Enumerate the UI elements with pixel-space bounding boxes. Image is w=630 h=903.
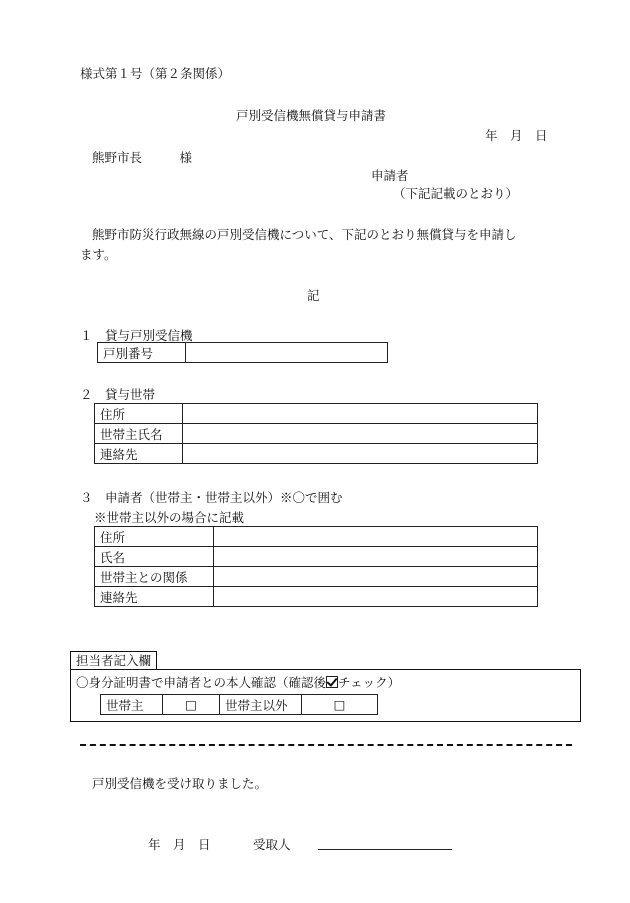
identity-check-text: 〇身分証明書で申請者との本人確認（確認後 [76,675,327,690]
row-label: 連絡先 [95,444,183,464]
field-applicant-name[interactable] [214,547,538,567]
recipient-label: 受取人 [253,837,291,852]
row-label: 氏名 [95,547,214,567]
row-label: 住所 [95,404,183,424]
document-title: 戸別受信機無償貸与申請書 [236,108,387,123]
staff-box [70,669,581,722]
row-label: 連絡先 [95,587,214,607]
table-row [98,343,388,363]
row-label: 世帯主との関係 [95,567,214,587]
identity-check-text-tail: チェック） [338,675,401,690]
recipient-signature-line[interactable] [318,834,452,850]
option-other-checkbox[interactable]: □ [302,695,378,715]
table-row [95,547,538,567]
table-row [95,527,538,547]
section1-heading: １ 貸与戸別受信機 [80,328,193,343]
cut-line [80,744,572,746]
applicant-label: 申請者 [371,168,409,183]
field-individual-number[interactable] [186,343,388,363]
option-head-checkbox[interactable]: □ [163,695,220,715]
field-household-contact[interactable] [183,444,538,464]
checked-box-icon [326,676,338,688]
section1-table [97,342,388,363]
section3-note: ※世帯主以外の場合に記載 [94,510,245,525]
row-label: 住所 [95,527,214,547]
staff-tab-label: 担当者記入欄 [76,653,152,668]
row-label: 世帯主氏名 [95,424,183,444]
field-applicant-contact[interactable] [214,587,538,607]
receipt-date: 年 月 日 [148,837,211,852]
field-applicant-address[interactable] [214,527,538,547]
table-row [95,404,538,424]
table-row [95,567,538,587]
applicant-note: （下記記載のとおり） [393,186,519,201]
request-text-line1: 熊野市防災行政無線の戸別受信機について、下記のとおり無償貸与を申請し [92,227,517,242]
request-text-line2: ます。 [80,247,117,262]
field-relationship[interactable] [214,567,538,587]
field-household-head-name[interactable] [183,424,538,444]
form-number: 様式第１号（第２条関係） [80,66,231,81]
option-head-label: 世帯主 [101,695,163,715]
receipt-text: 戸別受信機を受け取りました。 [92,776,268,791]
section3-heading: ３ 申請者（世帯主・世帯主以外）※〇で囲む [80,490,343,505]
staff-tab [70,651,157,670]
household-option-table [100,694,378,715]
table-row [95,424,538,444]
section2-table [94,403,538,464]
section2-heading: ２ 貸与世帯 [80,387,156,402]
identity-check-line [76,673,400,691]
row-label: 戸別番号 [98,343,186,363]
field-household-address[interactable] [183,404,538,424]
table-row [95,587,538,607]
option-other-label: 世帯主以外 [220,695,302,715]
table-row [101,695,378,715]
ki-marker: 記 [307,288,320,303]
section3-table [94,526,538,607]
addressee: 熊野市長 様 [92,150,193,165]
table-row [95,444,538,464]
date-line: 年 月 日 [485,128,548,143]
